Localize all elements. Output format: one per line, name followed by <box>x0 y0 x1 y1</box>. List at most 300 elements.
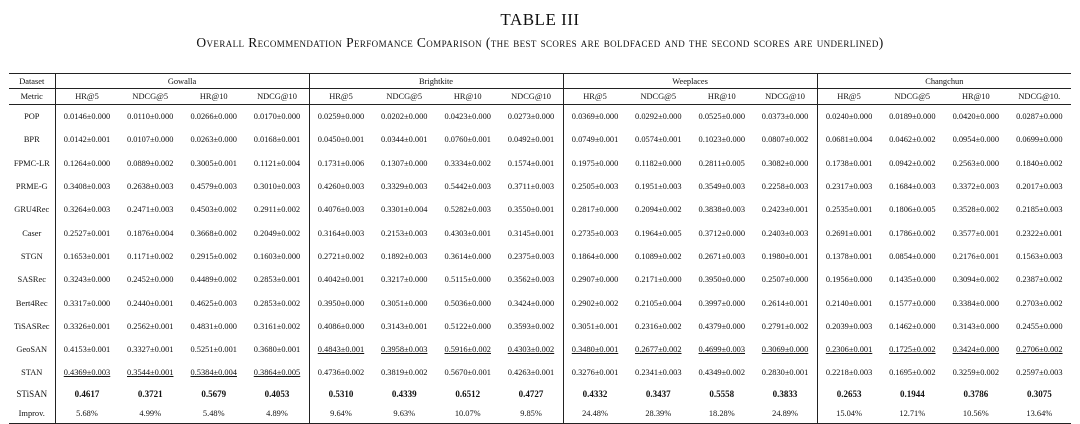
score-value: 0.1171±0.002 <box>127 251 174 261</box>
score-value: 0.2105±0.004 <box>635 298 682 308</box>
score-cell <box>690 198 754 221</box>
score-value: 0.2597±0.003 <box>1016 368 1063 378</box>
dataset-label: Dataset <box>9 74 55 89</box>
score-cell <box>246 128 310 151</box>
score-cell <box>182 105 246 129</box>
score-value: 0.1964±0.005 <box>635 228 682 238</box>
score-cell <box>817 105 881 129</box>
score-cell <box>563 198 627 221</box>
score-value: 0.2218±0.003 <box>825 368 873 378</box>
score-cell <box>754 175 818 198</box>
score-value: 0.2258±0.003 <box>761 182 809 192</box>
score-cell <box>55 175 119 198</box>
score-value: 0.3950±0.000 <box>698 275 746 285</box>
score-value: 0.4369±0.003 <box>63 368 111 378</box>
score-value: 0.0854±0.000 <box>889 251 936 261</box>
table-row <box>9 152 1071 175</box>
score-cell <box>944 338 1008 361</box>
score-cell <box>627 221 691 244</box>
score-cell <box>373 291 437 314</box>
score-value: 0.2563±0.000 <box>952 158 1000 168</box>
score-value: 0.1951±0.003 <box>635 182 682 192</box>
score-cell <box>881 152 945 175</box>
score-value: 0.1264±0.000 <box>63 158 111 168</box>
score-value: 0.2322±0.001 <box>1016 228 1063 238</box>
score-value: 0.2507±0.000 <box>761 275 809 285</box>
score-cell <box>563 361 627 384</box>
score-cell <box>754 291 818 314</box>
score-cell <box>182 338 246 361</box>
score-value: 0.3577±0.001 <box>952 228 1000 238</box>
score-value: 0.0423±0.000 <box>444 112 491 122</box>
score-cell <box>881 315 945 338</box>
best-score-cell: 0.5310 <box>309 385 373 404</box>
score-value: 0.1603±0.000 <box>253 251 301 261</box>
score-cell <box>436 175 500 198</box>
score-cell <box>182 198 246 221</box>
score-value: 0.0420±0.000 <box>952 112 1000 122</box>
score-cell <box>817 128 881 151</box>
score-value: 0.5384±0.004 <box>190 368 237 378</box>
score-value: 0.3329±0.003 <box>381 182 428 192</box>
score-value: 0.2721±0.002 <box>317 251 365 261</box>
score-value: 0.3243±0.000 <box>63 275 111 285</box>
score-value: 0.0373±0.000 <box>761 112 809 122</box>
score-cell <box>754 315 818 338</box>
score-value: 0.0760±0.001 <box>444 135 491 145</box>
score-value: 0.3317±0.000 <box>63 298 111 308</box>
score-cell <box>436 128 500 151</box>
score-cell <box>881 128 945 151</box>
score-cell <box>817 361 881 384</box>
score-cell <box>627 105 691 129</box>
score-cell <box>627 338 691 361</box>
score-cell <box>309 245 373 268</box>
score-value: 0.3593±0.002 <box>507 321 555 331</box>
score-value: 0.4303±0.001 <box>444 228 491 238</box>
score-cell <box>563 291 627 314</box>
score-cell <box>182 152 246 175</box>
score-value: 0.3094±0.002 <box>952 275 1000 285</box>
score-cell <box>55 268 119 291</box>
score-value: 0.4260±0.003 <box>317 182 365 192</box>
score-cell <box>373 175 437 198</box>
score-cell <box>563 105 627 129</box>
model-name: Bert4Rec <box>15 298 48 308</box>
improvement-cell: 18.28% <box>690 404 754 424</box>
score-value: 0.0681±0.004 <box>825 135 873 145</box>
score-value: 0.2830±0.001 <box>761 368 809 378</box>
score-value: 0.0525±0.000 <box>698 112 746 122</box>
score-cell <box>563 128 627 151</box>
score-value: 0.2791±0.002 <box>761 321 809 331</box>
score-value: 0.3838±0.003 <box>698 205 746 215</box>
score-value: 0.3424±0.000 <box>952 345 1000 355</box>
score-cell <box>690 291 754 314</box>
score-value: 0.1563±0.003 <box>1016 251 1063 261</box>
best-score-cell: 0.3437 <box>645 389 671 400</box>
score-value: 0.3614±0.000 <box>444 251 491 261</box>
metric-header: HR@5 <box>817 89 881 105</box>
score-cell <box>1008 268 1072 291</box>
table-row <box>9 268 1071 291</box>
score-value: 0.2094±0.002 <box>635 205 682 215</box>
score-cell <box>436 245 500 268</box>
score-cell <box>436 338 500 361</box>
score-cell <box>881 221 945 244</box>
improvement-cell: 12.71% <box>881 404 945 424</box>
score-cell <box>373 268 437 291</box>
score-value: 0.3005±0.001 <box>190 158 237 168</box>
score-value: 0.1462±0.000 <box>889 321 936 331</box>
score-value: 0.2614±0.001 <box>761 298 809 308</box>
score-cell <box>55 291 119 314</box>
score-cell <box>182 128 246 151</box>
best-score-cell: 0.4727 <box>518 389 544 400</box>
stisan-row <box>9 385 1071 404</box>
score-value: 0.3864±0.005 <box>253 368 301 378</box>
score-value: 0.3550±0.001 <box>507 205 555 215</box>
score-cell <box>182 268 246 291</box>
model-name: GRU4Rec <box>14 205 50 215</box>
score-cell <box>119 245 183 268</box>
score-value: 0.1182±0.000 <box>635 158 682 168</box>
improvement-cell: 28.39% <box>627 404 691 424</box>
score-cell <box>309 291 373 314</box>
score-cell <box>881 105 945 129</box>
score-value: 0.5442±0.003 <box>444 182 491 192</box>
dataset-weeplaces: Weeplaces <box>563 74 817 89</box>
score-value: 0.4831±0.000 <box>190 321 237 331</box>
score-value: 0.3082±0.000 <box>761 158 809 168</box>
score-cell <box>373 128 437 151</box>
score-value: 0.0492±0.001 <box>507 135 555 145</box>
table-row <box>9 315 1071 338</box>
score-value: 0.1864±0.000 <box>571 251 619 261</box>
score-value: 0.2039±0.003 <box>825 321 873 331</box>
metric-header: HR@5 <box>55 89 119 105</box>
score-cell <box>119 152 183 175</box>
metric-header: NDCG@10 <box>500 89 564 105</box>
score-value: 0.3264±0.003 <box>63 205 111 215</box>
score-value: 0.4379±0.000 <box>698 321 746 331</box>
score-cell <box>55 198 119 221</box>
improvement-cell: 13.64% <box>1008 404 1072 424</box>
improvement-cell: 9.64% <box>309 404 373 424</box>
score-value: 0.1695±0.002 <box>889 368 936 378</box>
score-cell <box>817 268 881 291</box>
score-cell <box>55 152 119 175</box>
score-cell <box>246 315 310 338</box>
score-value: 0.0259±0.000 <box>317 112 365 122</box>
improvement-cell: 24.48% <box>563 404 627 424</box>
score-cell <box>690 268 754 291</box>
metric-header: NDCG@5 <box>119 89 183 105</box>
score-value: 0.1577±0.000 <box>889 298 936 308</box>
score-cell <box>373 152 437 175</box>
score-cell <box>309 175 373 198</box>
score-cell <box>627 152 691 175</box>
score-value: 0.1725±0.002 <box>889 345 936 355</box>
score-value: 0.0273±0.000 <box>507 112 555 122</box>
score-value: 0.3051±0.001 <box>571 321 619 331</box>
score-value: 0.2911±0.002 <box>253 205 301 215</box>
score-cell <box>944 152 1008 175</box>
score-cell <box>119 221 183 244</box>
score-value: 0.2176±0.001 <box>952 251 1000 261</box>
score-cell <box>436 221 500 244</box>
score-cell <box>500 198 564 221</box>
improvement-cell: 10.07% <box>436 404 500 424</box>
score-cell <box>1008 245 1072 268</box>
score-cell <box>944 291 1008 314</box>
score-cell <box>500 361 564 384</box>
score-cell <box>627 128 691 151</box>
score-value: 0.2915±0.002 <box>190 251 237 261</box>
metric-header: NDCG@10 <box>246 89 310 105</box>
score-cell <box>817 245 881 268</box>
score-value: 0.0889±0.002 <box>127 158 174 168</box>
score-cell <box>246 105 310 129</box>
metric-header: NDCG@10 <box>754 89 818 105</box>
score-cell <box>309 221 373 244</box>
score-cell <box>881 245 945 268</box>
table-caption: Overall Recommendation Perfomance Comparison (the best scores are boldfaced and the second scores are underlined) <box>196 35 884 50</box>
score-cell <box>563 268 627 291</box>
score-value: 0.4489±0.002 <box>190 275 237 285</box>
score-value: 0.0369±0.000 <box>571 112 619 122</box>
score-value: 0.0574±0.001 <box>635 135 682 145</box>
table-row <box>9 198 1071 221</box>
score-value: 0.4303±0.002 <box>507 345 555 355</box>
table-row <box>9 338 1071 361</box>
score-value: 0.1684±0.003 <box>889 182 936 192</box>
score-value: 0.1653±0.001 <box>63 251 111 261</box>
table-row <box>9 105 1071 129</box>
table-row <box>9 128 1071 151</box>
score-cell <box>436 361 500 384</box>
score-value: 0.0462±0.002 <box>889 135 936 145</box>
score-value: 0.5916±0.002 <box>444 345 491 355</box>
score-value: 0.2185±0.003 <box>1016 205 1063 215</box>
score-value: 0.4153±0.001 <box>63 345 111 355</box>
score-value: 0.2049±0.002 <box>253 228 301 238</box>
score-cell <box>373 361 437 384</box>
score-cell <box>817 338 881 361</box>
score-value: 0.4086±0.000 <box>317 321 365 331</box>
score-cell <box>754 268 818 291</box>
score-cell <box>690 315 754 338</box>
score-value: 0.3950±0.000 <box>317 298 365 308</box>
score-cell <box>817 175 881 198</box>
model-name: SASRec <box>17 275 46 285</box>
score-cell <box>436 105 500 129</box>
score-cell <box>881 198 945 221</box>
score-value: 0.2140±0.001 <box>825 298 873 308</box>
score-cell <box>373 315 437 338</box>
score-cell <box>690 105 754 129</box>
score-value: 0.2527±0.001 <box>63 228 111 238</box>
score-cell <box>55 361 119 384</box>
score-cell <box>754 105 818 129</box>
score-value: 0.2455±0.000 <box>1016 321 1063 331</box>
score-value: 0.3372±0.003 <box>952 182 1000 192</box>
model-name: POP <box>24 112 40 122</box>
score-cell <box>246 268 310 291</box>
score-cell <box>944 245 1008 268</box>
table-row <box>9 175 1071 198</box>
best-score-cell: 0.3721 <box>137 389 163 400</box>
score-value: 0.2706±0.002 <box>1016 345 1063 355</box>
score-cell <box>500 221 564 244</box>
score-value: 0.0202±0.000 <box>381 112 428 122</box>
score-value: 0.3480±0.001 <box>571 345 619 355</box>
score-value: 0.3161±0.002 <box>253 321 301 331</box>
score-cell <box>55 221 119 244</box>
score-value: 0.1956±0.000 <box>825 275 873 285</box>
score-cell <box>563 245 627 268</box>
score-value: 0.0189±0.000 <box>889 112 936 122</box>
model-name: STGN <box>20 251 43 261</box>
score-cell <box>373 105 437 129</box>
score-value: 0.3051±0.000 <box>381 298 428 308</box>
score-cell <box>690 245 754 268</box>
score-cell <box>119 128 183 151</box>
score-cell <box>436 315 500 338</box>
score-cell <box>373 338 437 361</box>
improvement-cell: 10.56% <box>944 404 1008 424</box>
score-cell <box>309 315 373 338</box>
score-value: 0.2403±0.003 <box>761 228 809 238</box>
improvement-cell: 9.63% <box>373 404 437 424</box>
score-cell <box>119 268 183 291</box>
score-cell <box>944 128 1008 151</box>
score-value: 0.3143±0.001 <box>381 321 428 331</box>
score-value: 0.2423±0.001 <box>761 205 809 215</box>
score-cell <box>817 152 881 175</box>
score-cell <box>754 361 818 384</box>
score-value: 0.3528±0.002 <box>952 205 1000 215</box>
metric-header: HR@10 <box>690 89 754 105</box>
score-cell <box>246 221 310 244</box>
score-cell <box>246 198 310 221</box>
score-value: 0.0287±0.000 <box>1016 112 1063 122</box>
score-value: 0.3010±0.003 <box>253 182 301 192</box>
score-value: 0.2817±0.000 <box>571 205 619 215</box>
improvement-cell: 5.68% <box>55 404 119 424</box>
score-cell <box>55 245 119 268</box>
score-value: 0.1975±0.000 <box>571 158 619 168</box>
score-cell <box>119 291 183 314</box>
metric-header: HR@10 <box>182 89 246 105</box>
score-value: 0.2703±0.002 <box>1016 298 1063 308</box>
model-name: BPR <box>23 135 40 145</box>
score-value: 0.3164±0.003 <box>317 228 365 238</box>
model-name: FPMC-LR <box>13 158 50 168</box>
table-row <box>9 291 1071 314</box>
score-cell <box>373 245 437 268</box>
score-value: 0.0146±0.000 <box>63 112 111 122</box>
score-value: 0.1435±0.000 <box>889 275 936 285</box>
score-cell <box>944 268 1008 291</box>
dataset-header-row <box>9 74 1071 89</box>
score-cell <box>563 152 627 175</box>
score-cell <box>754 221 818 244</box>
score-cell <box>55 128 119 151</box>
score-cell <box>563 175 627 198</box>
score-value: 0.2341±0.003 <box>635 368 682 378</box>
score-cell <box>246 291 310 314</box>
score-value: 0.3326±0.001 <box>63 321 111 331</box>
score-value: 0.2853±0.001 <box>253 275 301 285</box>
score-cell <box>309 152 373 175</box>
score-cell <box>754 198 818 221</box>
score-value: 0.1307±0.000 <box>381 158 428 168</box>
score-cell <box>944 105 1008 129</box>
score-value: 0.2811±0.005 <box>698 158 745 168</box>
score-cell <box>754 338 818 361</box>
score-cell <box>500 128 564 151</box>
score-cell <box>246 175 310 198</box>
score-value: 0.2735±0.003 <box>571 228 619 238</box>
score-cell <box>881 291 945 314</box>
results-table <box>9 73 1071 424</box>
score-value: 0.3408±0.003 <box>63 182 111 192</box>
score-value: 0.4625±0.003 <box>190 298 237 308</box>
score-value: 0.2853±0.002 <box>253 298 301 308</box>
score-cell <box>1008 291 1072 314</box>
score-value: 0.5670±0.001 <box>444 368 491 378</box>
score-value: 0.4503±0.002 <box>190 205 237 215</box>
score-cell <box>754 245 818 268</box>
score-value: 0.0954±0.000 <box>952 135 1000 145</box>
score-cell <box>1008 175 1072 198</box>
score-value: 0.3549±0.003 <box>698 182 746 192</box>
score-value: 0.2562±0.001 <box>127 321 174 331</box>
improvement-cell: 9.85% <box>500 404 564 424</box>
score-value: 0.2317±0.003 <box>825 182 873 192</box>
score-cell <box>690 152 754 175</box>
dataset-brightkite: Brightkite <box>309 74 563 89</box>
metric-header: NDCG@5 <box>373 89 437 105</box>
score-cell <box>500 105 564 129</box>
score-cell <box>627 361 691 384</box>
best-score-cell: 0.4617 <box>55 385 119 404</box>
score-value: 0.3424±0.000 <box>507 298 555 308</box>
score-value: 0.1574±0.001 <box>507 158 555 168</box>
model-name: PRME-G <box>15 182 48 192</box>
score-cell <box>1008 198 1072 221</box>
score-cell <box>817 291 881 314</box>
score-cell <box>246 361 310 384</box>
score-cell <box>881 338 945 361</box>
score-value: 0.3217±0.000 <box>381 275 428 285</box>
score-value: 0.2306±0.001 <box>825 345 873 355</box>
score-value: 0.3711±0.003 <box>507 182 555 192</box>
score-cell <box>500 338 564 361</box>
score-cell <box>500 152 564 175</box>
metric-header: HR@5 <box>309 89 373 105</box>
table-row <box>9 221 1071 244</box>
score-cell <box>627 315 691 338</box>
score-value: 0.3680±0.001 <box>253 345 301 355</box>
score-cell <box>309 338 373 361</box>
score-value: 0.1378±0.001 <box>825 251 873 261</box>
best-score-cell: 0.4339 <box>391 389 417 400</box>
score-value: 0.0749±0.001 <box>571 135 619 145</box>
score-value: 0.1892±0.003 <box>381 251 428 261</box>
model-name: STiSAN <box>16 389 48 400</box>
